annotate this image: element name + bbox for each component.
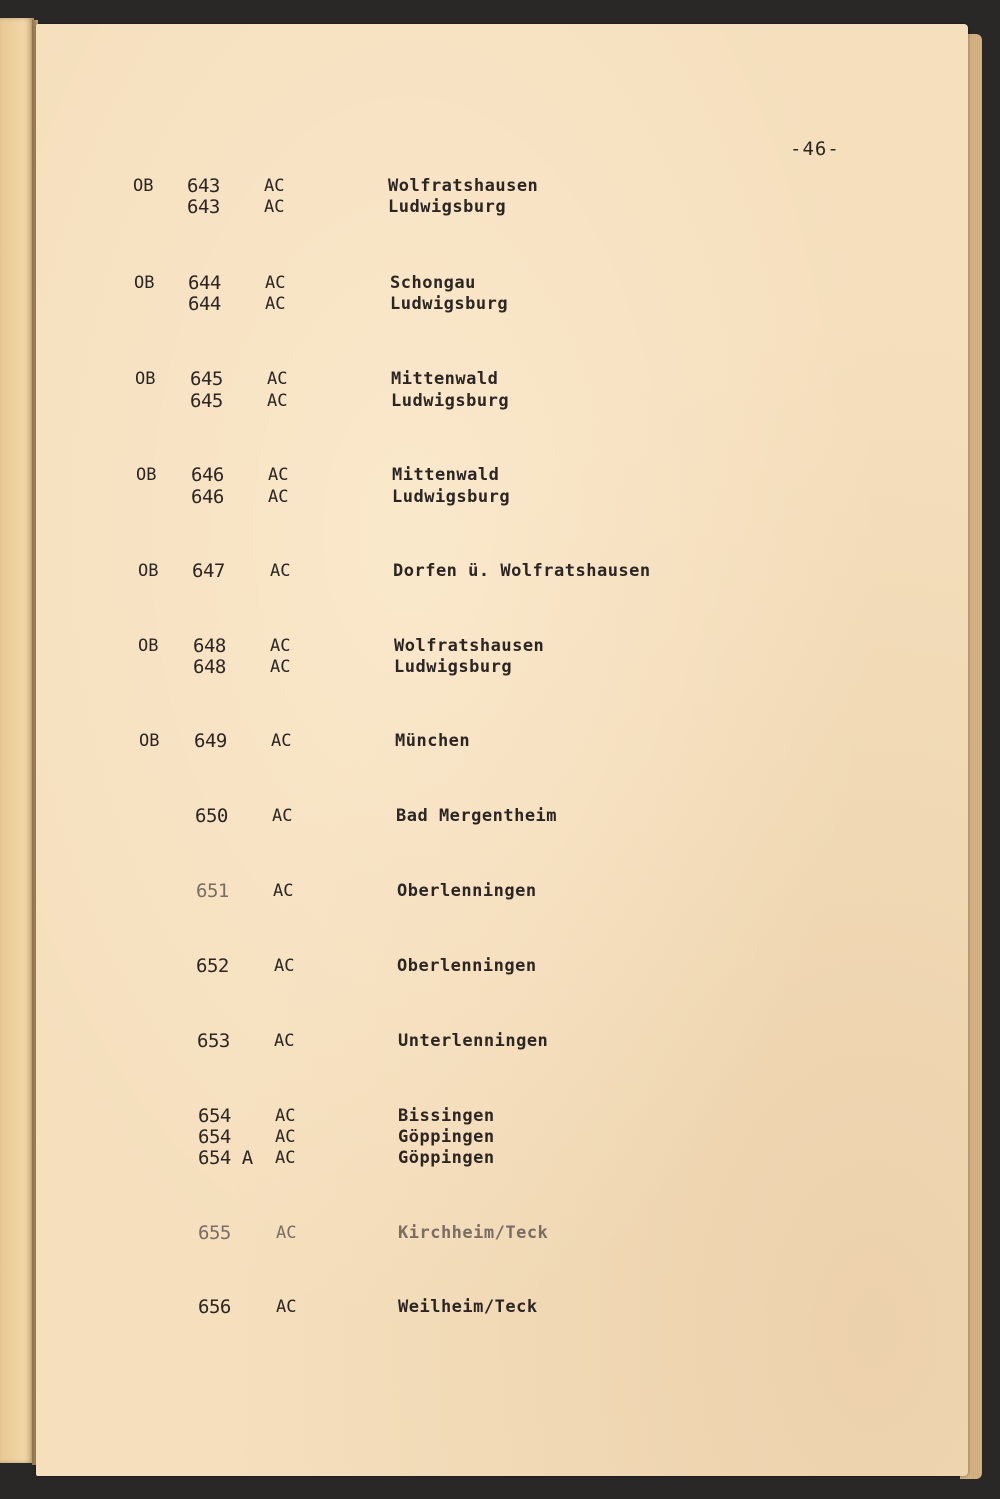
entry-number: 644 xyxy=(188,272,221,294)
adjacent-page-edge xyxy=(0,18,34,1463)
entry-number: 643 xyxy=(187,175,220,197)
entry-code: AC xyxy=(270,636,291,656)
entry-number: 645 xyxy=(190,368,223,390)
document-page xyxy=(36,24,968,1476)
entry-code: AC xyxy=(272,806,293,826)
entry-number: 656 xyxy=(198,1296,231,1318)
entry-number: 654 xyxy=(198,1105,231,1127)
entry-number: 647 xyxy=(192,560,225,582)
entry-code: AC xyxy=(275,1127,296,1147)
entry-number: 651 xyxy=(196,880,229,902)
entry-code: AC xyxy=(268,487,289,507)
entry-place: Bad Mergentheim xyxy=(396,806,558,826)
entry-place: Wolfratshausen xyxy=(388,176,539,196)
entry-number: 644 xyxy=(188,293,221,315)
entry-code: AC xyxy=(273,881,294,901)
entry-place: Kirchheim/Teck xyxy=(398,1223,549,1243)
entry-place: Göppingen xyxy=(398,1148,495,1168)
entry-code: AC xyxy=(265,273,286,293)
entry-number: 646 xyxy=(191,464,224,486)
entry-code: AC xyxy=(271,731,292,751)
entry-place: Weilheim/Teck xyxy=(398,1297,538,1317)
entry-place: München xyxy=(395,731,471,751)
entry-place: Unterlenningen xyxy=(398,1031,549,1051)
entry-number: 652 xyxy=(196,955,229,977)
entry-place: Ludwigsburg xyxy=(392,487,511,507)
entry-prefix: OB xyxy=(133,176,154,196)
entry-prefix: OB xyxy=(138,561,159,581)
entry-number: 645 xyxy=(190,390,223,412)
entry-code: AC xyxy=(264,176,285,196)
entry-place: Dorfen ü. Wolfratshausen xyxy=(393,561,651,581)
entry-code: AC xyxy=(274,956,295,976)
entry-code: AC xyxy=(268,465,289,485)
entry-place: Ludwigsburg xyxy=(390,294,509,314)
entry-prefix: OB xyxy=(136,465,157,485)
entry-code: AC xyxy=(274,1031,295,1051)
entry-place: Schongau xyxy=(390,273,476,293)
entry-code: AC xyxy=(270,657,291,677)
entry-prefix: OB xyxy=(139,731,160,751)
entry-code: AC xyxy=(276,1297,297,1317)
entry-code: AC xyxy=(265,294,286,314)
entry-number: 654 A xyxy=(198,1147,253,1169)
entry-place: Wolfratshausen xyxy=(394,636,545,656)
entry-place: Mittenwald xyxy=(391,369,499,389)
entry-place: Oberlenningen xyxy=(397,881,537,901)
entry-number: 643 xyxy=(187,196,220,218)
entry-code: AC xyxy=(267,391,288,411)
entry-number: 649 xyxy=(194,730,227,752)
entry-code: AC xyxy=(275,1148,296,1168)
entry-number: 655 xyxy=(198,1222,231,1244)
entry-code: AC xyxy=(275,1106,296,1126)
entry-number: 648 xyxy=(193,635,226,657)
entry-prefix: OB xyxy=(134,273,155,293)
entry-code: AC xyxy=(270,561,291,581)
entry-place: Göppingen xyxy=(398,1127,495,1147)
entry-place: Ludwigsburg xyxy=(394,657,513,677)
entry-place: Oberlenningen xyxy=(397,956,537,976)
entry-prefix: OB xyxy=(135,369,156,389)
entry-code: AC xyxy=(276,1223,297,1243)
entry-prefix: OB xyxy=(138,636,159,656)
entry-code: AC xyxy=(267,369,288,389)
entry-place: Ludwigsburg xyxy=(388,197,507,217)
entry-place: Ludwigsburg xyxy=(391,391,510,411)
entry-place: Mittenwald xyxy=(392,465,500,485)
entry-code: AC xyxy=(264,197,285,217)
entry-place: Bissingen xyxy=(398,1106,495,1126)
entry-number: 650 xyxy=(195,805,228,827)
entry-number: 653 xyxy=(197,1030,230,1052)
entry-number: 654 xyxy=(198,1126,231,1148)
entry-number: 646 xyxy=(191,486,224,508)
page-number: -46- xyxy=(790,138,840,160)
entry-number: 648 xyxy=(193,656,226,678)
